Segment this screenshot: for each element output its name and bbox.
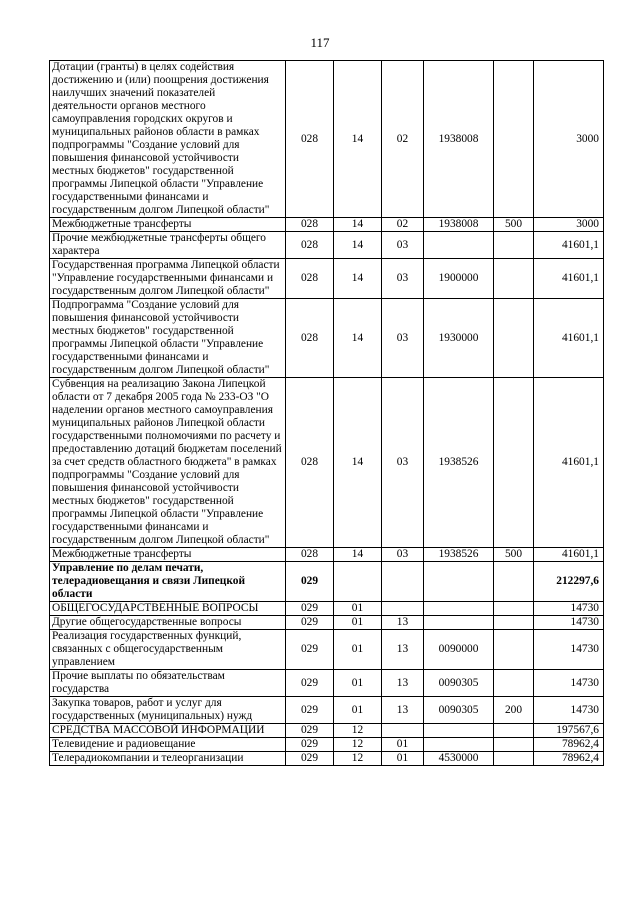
row-subsection-cell [382,724,424,738]
row-agency-cell: 029 [286,562,334,602]
row-type-cell: 200 [494,697,534,724]
row-section-cell: 01 [334,670,382,697]
row-section-cell: 14 [334,548,382,562]
row-amount-cell: 3000 [534,218,604,232]
row-agency-cell: 028 [286,259,334,299]
row-section-cell: 01 [334,630,382,670]
budget-table [49,60,604,766]
row-section-cell: 14 [334,61,382,218]
table-row [50,378,604,548]
row-name-cell: Подпрограмма "Создание условий для повышения финансовой устойчивости местных бюджетов" государственной программы Липецкой области "Управление государственными финансами и государственным долгом Липецкой области" [50,299,286,378]
row-section-cell [334,562,382,602]
row-amount-cell: 41601,1 [534,299,604,378]
row-amount-cell: 41601,1 [534,378,604,548]
row-amount-cell: 14730 [534,630,604,670]
row-section-cell: 12 [334,738,382,752]
row-name-cell: Управление по делам печати, телерадиовещания и связи Липецкой области [50,562,286,602]
table-row [50,670,604,697]
row-target-cell: 1930000 [424,299,494,378]
table-row [50,602,604,616]
row-agency-cell: 029 [286,752,334,766]
row-name-cell: Государственная программа Липецкой области "Управление государственными финансами и государственным долгом Липецкой области" [50,259,286,299]
row-amount-cell: 197567,6 [534,724,604,738]
row-subsection-cell: 03 [382,232,424,259]
row-section-cell: 12 [334,752,382,766]
row-agency-cell: 029 [286,616,334,630]
row-type-cell [494,752,534,766]
row-type-cell [494,738,534,752]
row-subsection-cell: 01 [382,738,424,752]
row-agency-cell: 028 [286,548,334,562]
table-row [50,738,604,752]
row-section-cell: 01 [334,602,382,616]
row-type-cell [494,562,534,602]
row-subsection-cell: 13 [382,630,424,670]
row-name-cell: Прочие выплаты по обязательствам государства [50,670,286,697]
row-type-cell: 500 [494,548,534,562]
row-type-cell [494,378,534,548]
table-row [50,697,604,724]
row-target-cell [424,562,494,602]
row-amount-cell: 78962,4 [534,752,604,766]
row-agency-cell: 028 [286,299,334,378]
row-type-cell [494,724,534,738]
row-name-cell: Межбюджетные трансферты [50,548,286,562]
row-subsection-cell [382,562,424,602]
row-amount-cell: 3000 [534,61,604,218]
row-subsection-cell: 03 [382,259,424,299]
row-section-cell: 14 [334,378,382,548]
row-target-cell: 1900000 [424,259,494,299]
table-row [50,232,604,259]
row-section-cell: 01 [334,697,382,724]
row-amount-cell: 14730 [534,670,604,697]
row-agency-cell: 028 [286,61,334,218]
row-agency-cell: 028 [286,232,334,259]
row-type-cell [494,630,534,670]
table-row [50,299,604,378]
row-name-cell: СРЕДСТВА МАССОВОЙ ИНФОРМАЦИИ [50,724,286,738]
row-agency-cell: 028 [286,378,334,548]
row-target-cell: 0090305 [424,670,494,697]
row-type-cell [494,61,534,218]
page-number: 117 [310,35,330,50]
row-agency-cell: 029 [286,670,334,697]
table-row [50,724,604,738]
budget-table-body [50,61,604,766]
row-name-cell: Межбюджетные трансферты [50,218,286,232]
row-agency-cell: 029 [286,630,334,670]
row-type-cell [494,602,534,616]
row-section-cell: 01 [334,616,382,630]
table-row [50,548,604,562]
row-type-cell: 500 [494,218,534,232]
table-row [50,752,604,766]
row-target-cell: 1938526 [424,548,494,562]
table-row [50,562,604,602]
row-type-cell [494,259,534,299]
row-section-cell: 14 [334,232,382,259]
row-subsection-cell: 02 [382,61,424,218]
row-target-cell [424,724,494,738]
row-type-cell [494,616,534,630]
row-name-cell: Реализация государственных функций, связанных с общегосударственным управлением [50,630,286,670]
row-subsection-cell: 01 [382,752,424,766]
row-name-cell: Телевидение и радиовещание [50,738,286,752]
row-section-cell: 14 [334,259,382,299]
row-agency-cell: 028 [286,218,334,232]
row-target-cell: 0090000 [424,630,494,670]
row-amount-cell: 14730 [534,602,604,616]
row-subsection-cell [382,602,424,616]
row-subsection-cell: 13 [382,616,424,630]
table-row [50,259,604,299]
table-row [50,61,604,218]
row-target-cell [424,738,494,752]
row-agency-cell: 029 [286,602,334,616]
row-amount-cell: 41601,1 [534,259,604,299]
table-row [50,616,604,630]
table-row [50,630,604,670]
row-subsection-cell: 03 [382,378,424,548]
row-target-cell [424,616,494,630]
row-name-cell: Телерадиокомпании и телеорганизации [50,752,286,766]
row-section-cell: 14 [334,299,382,378]
row-section-cell: 14 [334,218,382,232]
row-target-cell: 1938526 [424,378,494,548]
row-amount-cell: 14730 [534,697,604,724]
table-row [50,218,604,232]
row-agency-cell: 029 [286,697,334,724]
row-name-cell: Дотации (гранты) в целях содействия достижению и (или) поощрения достижения наилучших значений показателей деятельности органов местного самоуправления городских округов и муниципальных районов области в рамках подпрограммы "Создание условий для повышения финансовой устойчивости местных бюджетов" государственной программы Липецкой области "Управление государственными финансами и государственным долгом Липецкой области" [50,61,286,218]
row-subsection-cell: 03 [382,299,424,378]
row-amount-cell: 212297,6 [534,562,604,602]
row-section-cell: 12 [334,724,382,738]
row-name-cell: ОБЩЕГОСУДАРСТВЕННЫЕ ВОПРОСЫ [50,602,286,616]
row-name-cell: Субвенция на реализацию Закона Липецкой области от 7 декабря 2005 года № 233-ОЗ "О наделении органов местного самоуправления муниципальных районов Липецкой области государственными полномочиями по расчету и предоставлению дотаций бюджетам поселений за счет средств областного бюджета" в рамках подпрограммы "Создание условий для повышения финансовой устойчивости местных бюджетов" государственной программы Липецкой области "Управление государственными финансами и государственным долгом Липецкой области" [50,378,286,548]
row-type-cell [494,670,534,697]
row-target-cell: 4530000 [424,752,494,766]
row-target-cell [424,602,494,616]
row-amount-cell: 14730 [534,616,604,630]
row-target-cell: 1938008 [424,218,494,232]
row-type-cell [494,299,534,378]
row-name-cell: Закупка товаров, работ и услуг для государственных (муниципальных) нужд [50,697,286,724]
row-name-cell: Прочие межбюджетные трансферты общего характера [50,232,286,259]
row-type-cell [494,232,534,259]
row-amount-cell: 78962,4 [534,738,604,752]
row-amount-cell: 41601,1 [534,232,604,259]
row-name-cell: Другие общегосударственные вопросы [50,616,286,630]
row-target-cell: 1938008 [424,61,494,218]
row-target-cell: 0090305 [424,697,494,724]
row-subsection-cell: 02 [382,218,424,232]
row-amount-cell: 41601,1 [534,548,604,562]
row-target-cell [424,232,494,259]
row-agency-cell: 029 [286,724,334,738]
row-agency-cell: 029 [286,738,334,752]
row-subsection-cell: 13 [382,670,424,697]
row-subsection-cell: 13 [382,697,424,724]
row-subsection-cell: 03 [382,548,424,562]
